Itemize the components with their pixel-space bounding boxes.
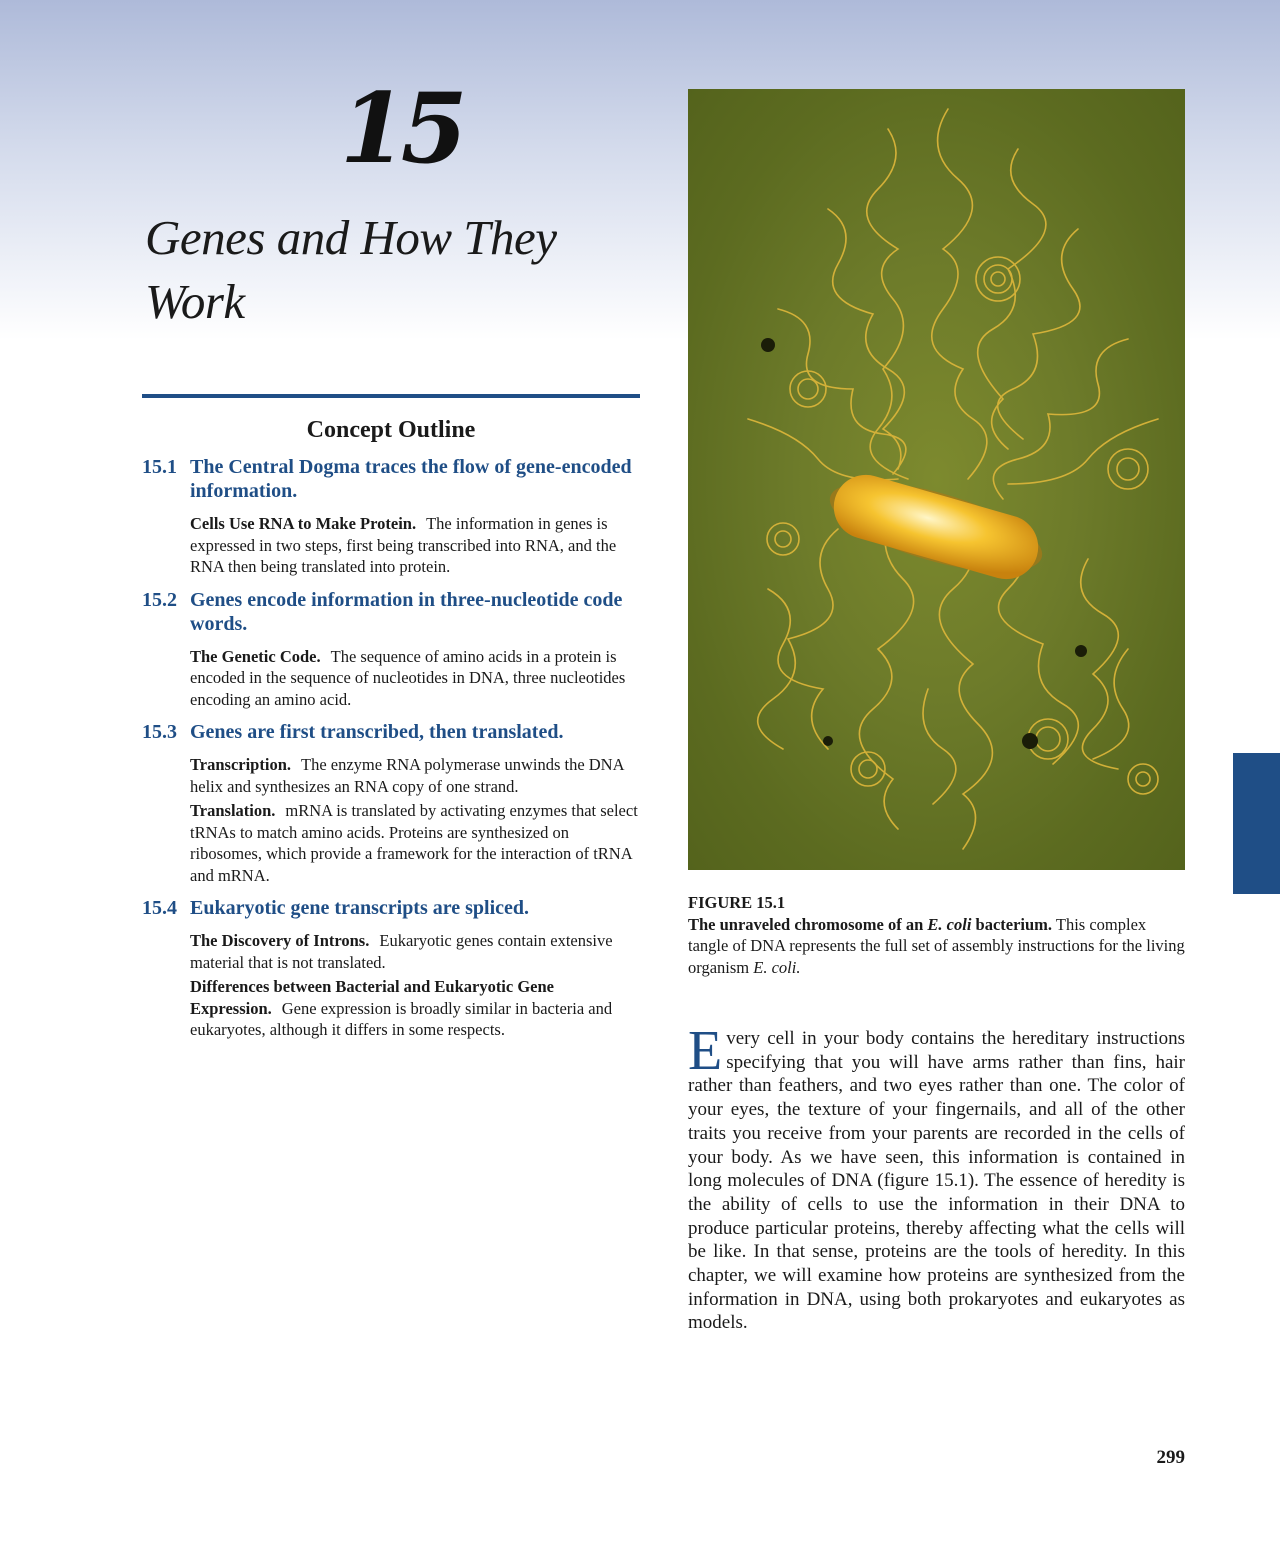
section-number: 15.4: [142, 897, 177, 919]
topic-description: The enzyme RNA polymerase unwinds the DNA helix and synthesizes an RNA copy of one strand.: [190, 755, 624, 796]
topic-description: Eukaryotic genes contain extensive material that is not translated.: [190, 931, 613, 972]
section-title: Genes encode information in three-nucleotide code words.: [190, 588, 623, 635]
ecoli-chromosome-photo: [688, 89, 1185, 870]
body-text: very cell in your body contains the hereditary instructions specifying that you will have arms rather than fins, hair rather than feathers, and two eyes rather than one. The color of your eyes, the texture of your fingernails, and all of the other traits you receive from your parents are recorded in the cells of your body. As we have seen, this information is contained in long molecules of DNA (figure 15.1). The essence of heredity is the ability of cells to use the information in their DNA to produce particular proteins, thereby affecting what the cells will be like. In that sense, proteins are the tools of heredity. In this chapter, we will examine how proteins are synthesized from the information in DNA, using both prokaryotes and eukaryotes as models.: [688, 1028, 1185, 1334]
topic-description: The information in genes is expressed in two steps, first being transcribed into RNA, and the RNA then being translated into protein.: [190, 514, 617, 576]
outline-topic: [190, 976, 642, 1041]
body-paragraph: [688, 1020, 1185, 1335]
section-number: 15.2: [142, 588, 177, 611]
dna-tangle-illustration: [688, 89, 1185, 870]
topic-description: The sequence of amino acids in a protein is encoded in the sequence of nucleotides in DNA, three nucleotides encoding an amino acid.: [190, 646, 626, 709]
outline-section-15-3: [142, 720, 642, 886]
outline-rule: [142, 394, 640, 398]
figure-caption-em: E. coli.: [753, 957, 801, 977]
outline-heading: Concept Outline: [306, 417, 476, 443]
chapter-number: 15: [340, 72, 462, 185]
outline-topic: [190, 513, 642, 578]
chapter-edge-tab: [1233, 753, 1280, 894]
topic-name: Transcription.: [190, 755, 291, 774]
outline-topic: [190, 754, 642, 797]
ecoli-cell: [826, 467, 1046, 586]
section-number: 15.1: [142, 456, 177, 478]
outline-section-15-4: [142, 896, 642, 1041]
topic-description: mRNA is translated by activating enzymes that select tRNAs to match amino acids. Proteins are synthesized on ribosomes, which provide a framework for the interaction of tRNA and mRNA.: [190, 801, 638, 885]
drop-cap: E: [688, 1020, 723, 1082]
figure-label: FIGURE 15.1: [688, 893, 786, 912]
topic-name: Cells Use RNA to Make Protein.: [190, 514, 417, 533]
section-title: Eukaryotic gene transcripts are spliced.: [190, 897, 530, 919]
outline-topic: [190, 930, 642, 973]
figure-title: The unraveled chromosome of an E. coli bacterium.: [688, 914, 1053, 934]
topic-description: Gene expression is broadly similar in bacteria and eukaryotes, although it differs in some respects.: [190, 998, 613, 1039]
topic-name: The Genetic Code.: [190, 646, 321, 666]
outline-topic: [190, 646, 642, 711]
section-title: Genes are first transcribed, then translated.: [190, 721, 564, 743]
topic-name: The Discovery of Introns.: [190, 931, 370, 950]
topic-name: Translation.: [190, 801, 276, 820]
topic-name: Differences between Bacterial and Eukaryotic Gene Expression.: [190, 977, 554, 1018]
outline-topic: [190, 800, 642, 886]
section-number: 15.3: [142, 721, 177, 743]
page-number: 299: [1156, 1447, 1185, 1468]
concept-outline: [142, 455, 642, 1051]
figure-caption-text: This complex tangle of DNA represents the full set of assembly instructions for the living organism: [688, 914, 1185, 977]
chapter-title: Genes and How They Work: [145, 210, 557, 329]
outline-section-15-2: [142, 588, 642, 711]
figure-caption: [688, 892, 1188, 978]
outline-section-15-1: [142, 455, 642, 578]
section-title: The Central Dogma traces the flow of gene-encoded information.: [190, 456, 632, 502]
